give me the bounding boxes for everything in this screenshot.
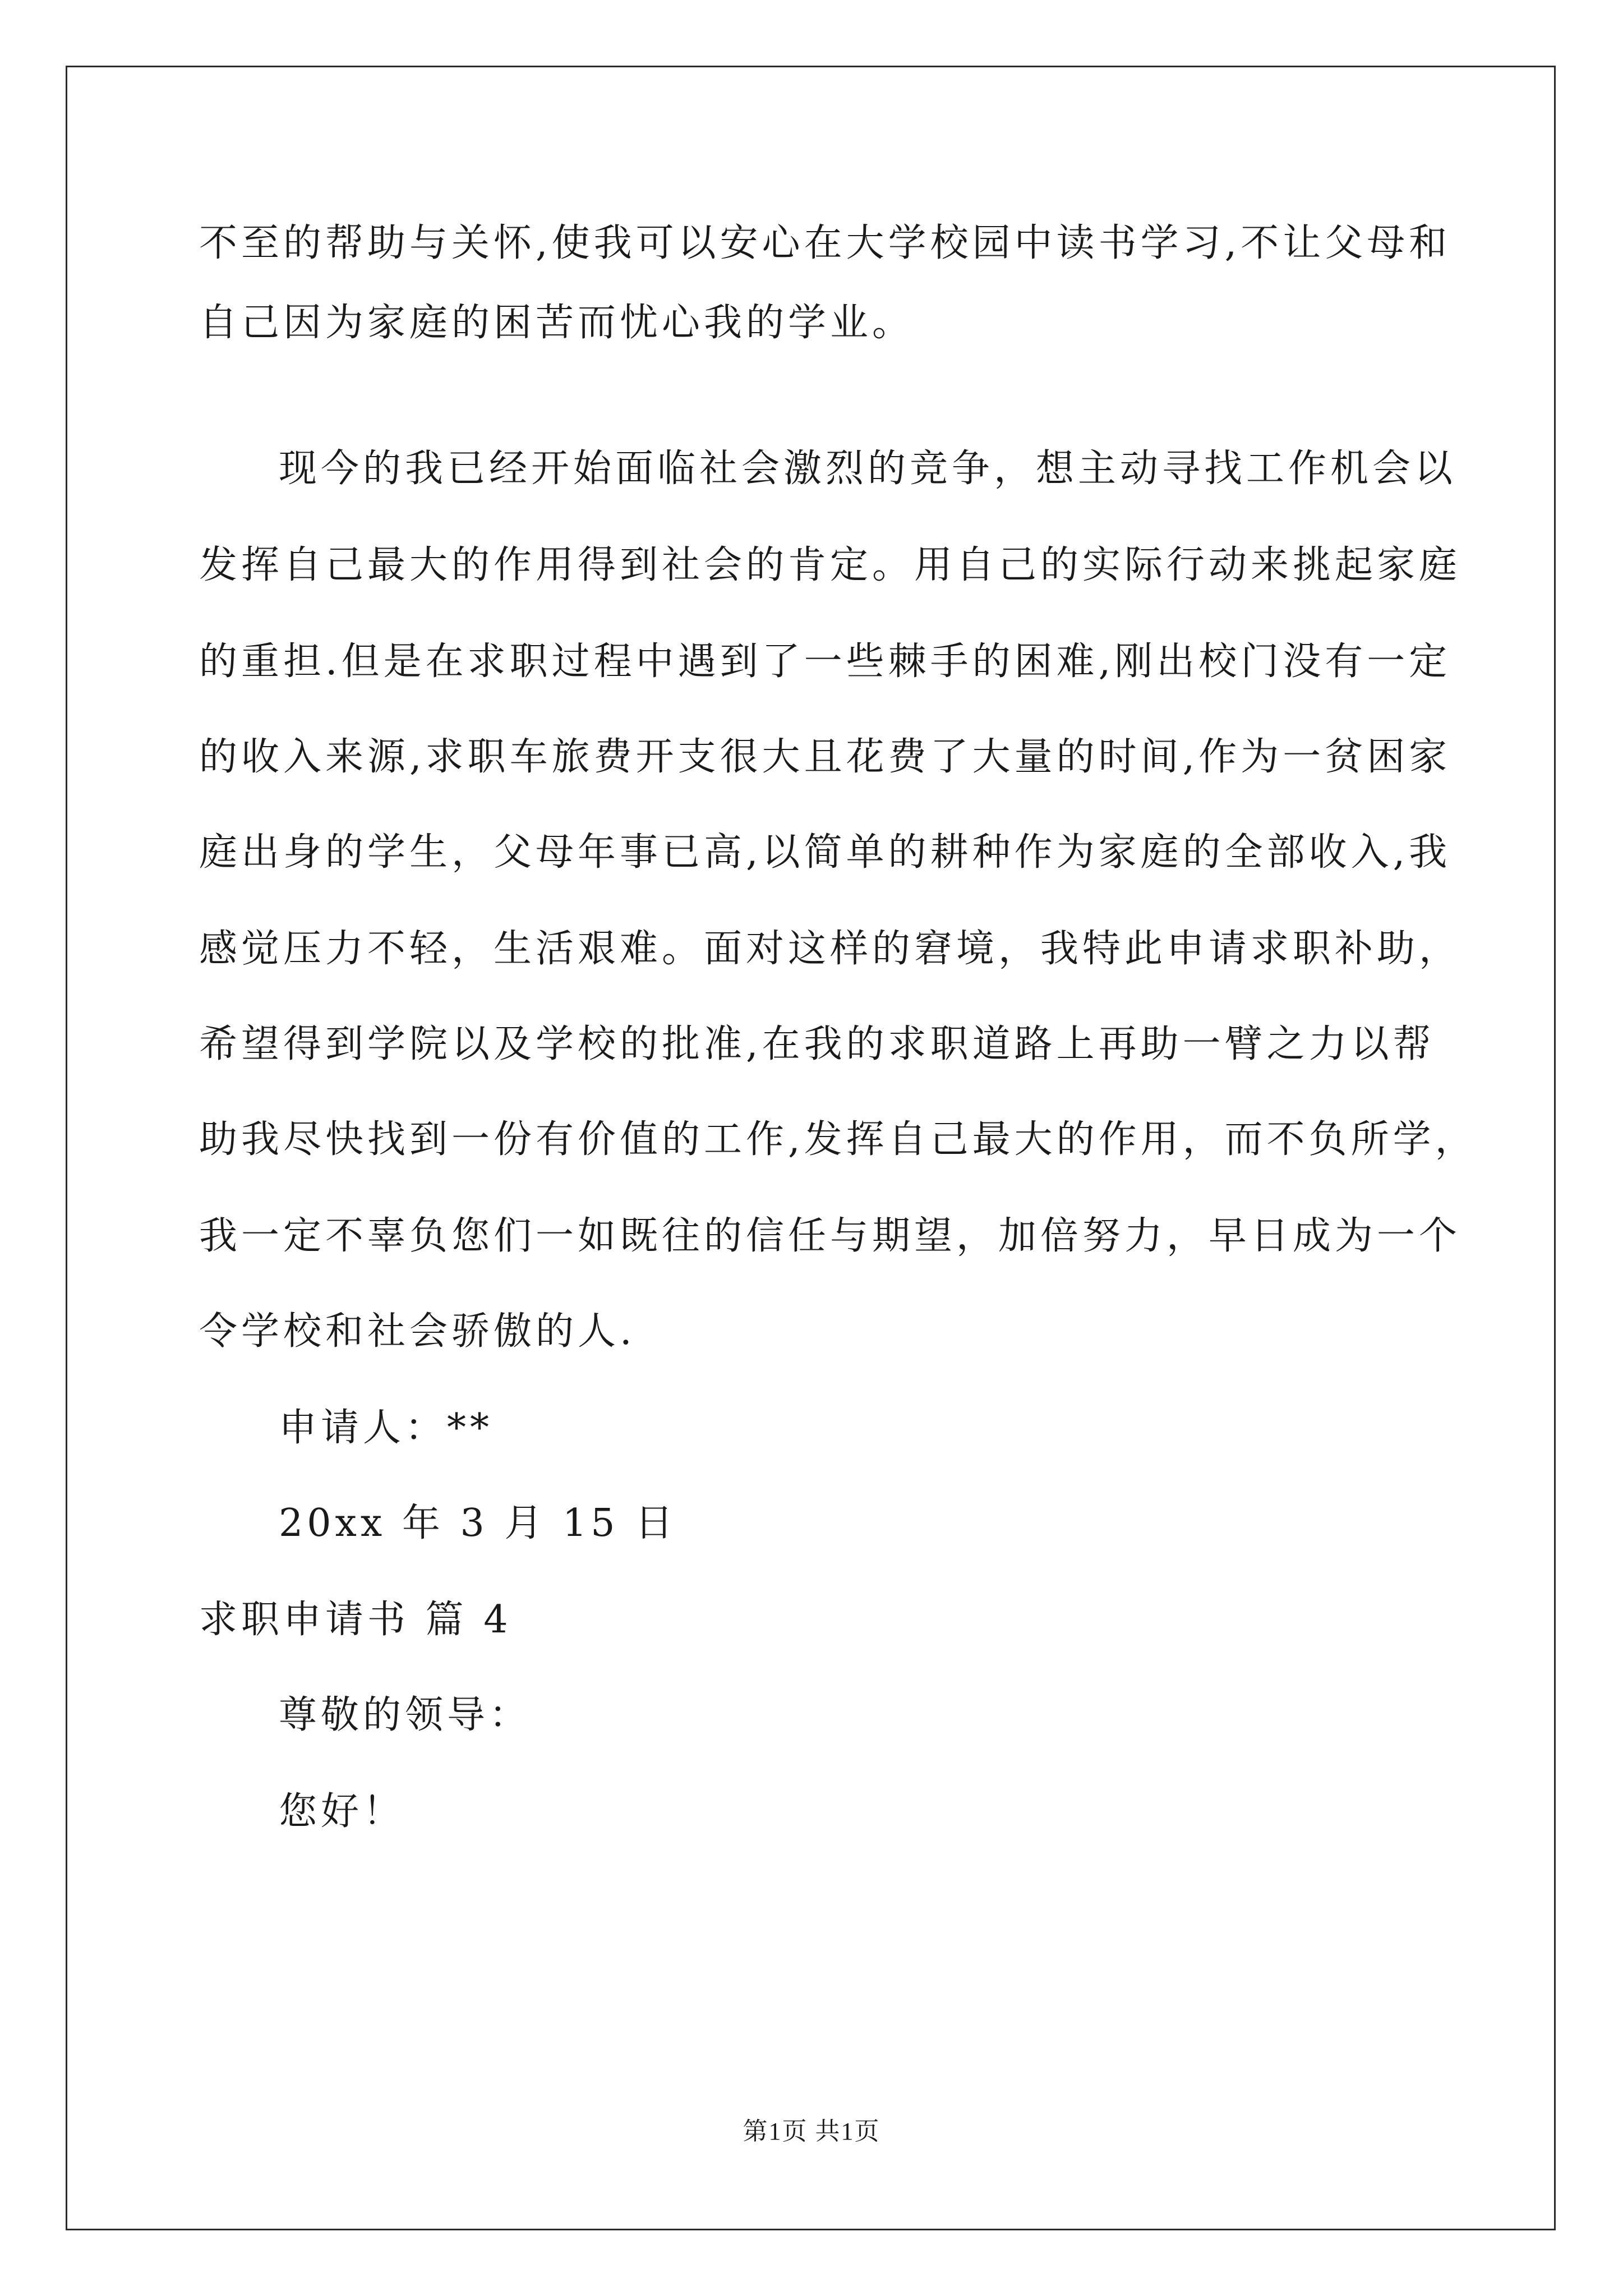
greeting: 您好！ [279,1789,405,1834]
body-line-4: 发挥自己最大的作用得到社会的肯定。用自己的实际行动来挑起家庭 [199,543,1461,587]
body-line-9: 希望得到学院以及学校的批准,在我的求职道路上再助一臂之力以帮 [199,1022,1435,1066]
body-line-7: 庭出身的学生，父母年事已高,以简单的耕种作为家庭的全部收入,我 [199,830,1451,875]
body-line-2: 自己因为家庭的困苦而忧心我的学业。 [199,301,915,345]
date-line: 20xx 年 3 月 15 日 [279,1501,677,1545]
body-line-8: 感觉压力不轻，生活艰难。面对这样的窘境，我特此申请求职补助， [199,927,1461,971]
body-line-10: 助我尽快找到一份有价值的工作,发挥自己最大的作用，而不负所学， [199,1117,1477,1162]
body-line-3: 现今的我已经开始面临社会激烈的竞争，想主动寻找工作机会以 [279,447,1457,491]
body-line-1: 不至的帮助与关怀,使我可以安心在大学校园中读书学习,不让父母和 [199,221,1451,265]
page-number-footer: 第1页 共1页 [743,2118,880,2145]
section-heading: 求职申请书 篇 4 [199,1598,512,1642]
body-line-12: 令学校和社会骄傲的人. [199,1309,636,1354]
body-line-11: 我一定不辜负您们一如既往的信任与期望，加倍努力，早日成为一个 [199,1214,1461,1258]
body-line-5: 的重担.但是在求职过程中遇到了一些棘手的困难,刚出校门没有一定 [199,639,1451,684]
salutation: 尊敬的领导： [279,1693,532,1737]
body-line-6: 的收入来源,求职车旅费开支很大且花费了大量的时间,作为一贫困家 [199,735,1451,779]
applicant-line: 申请人：** [279,1406,494,1450]
